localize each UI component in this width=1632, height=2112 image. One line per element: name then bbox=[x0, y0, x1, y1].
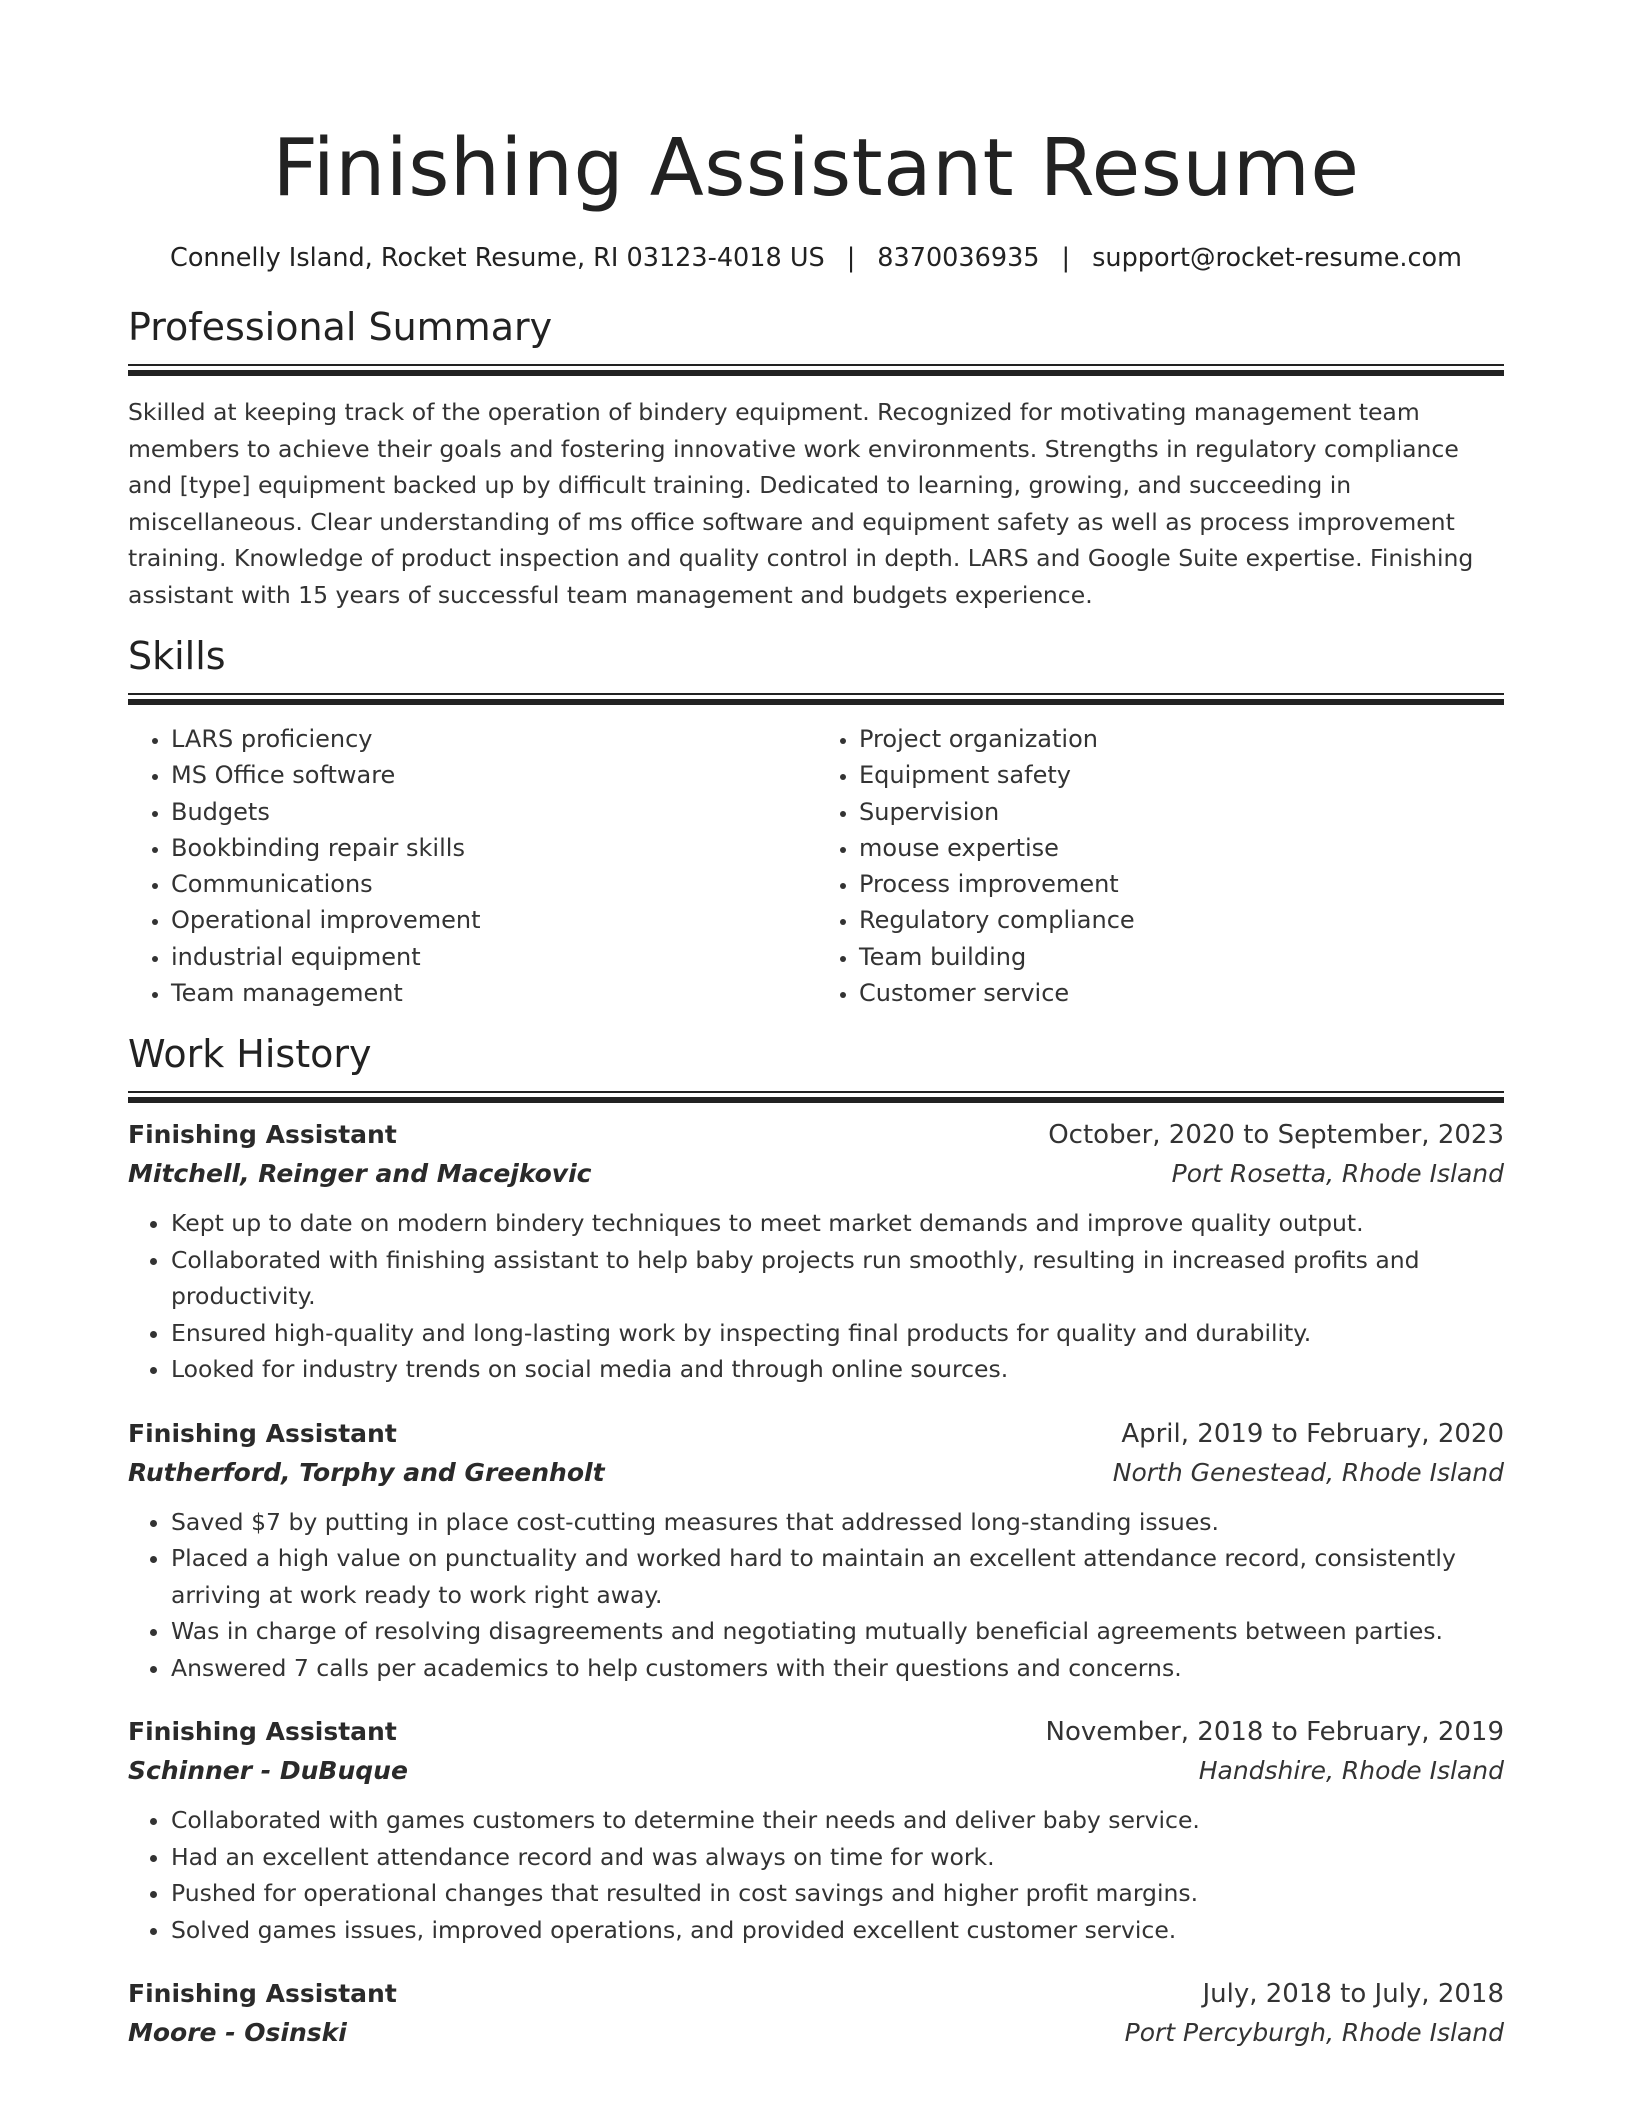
job-dates: July, 2018 to July, 2018 bbox=[1202, 1979, 1504, 2010]
job-dates: April, 2019 to February, 2020 bbox=[1121, 1418, 1504, 1449]
job-bullet: • Saved $7 by putting in place cost-cutting measures that addressed long-standing issues. bbox=[171, 1504, 1504, 1541]
section-heading: Skills bbox=[128, 634, 226, 678]
job-bullet: • Collaborated with games customers to determine their needs and deliver baby service. bbox=[171, 1802, 1504, 1839]
section-heading: Work History bbox=[128, 1032, 372, 1077]
summary-text: Skilled at keeping track of the operation of bindery equipment. Recognized for motivating management team members to achieve their goals and fostering innovative work environments. Strengths in regulatory compliance and [type] equipment backed up by difficult training. Dedicated to learning, growing, and succeeding in miscellaneous. Clear understanding of ms office software and equipment safety as well as process improvement training. Knowledge of product inspection and quality control in depth. LARS and Google Suite expertise. Finishing assistant with 15 years of successful team management and budgets experience. bbox=[128, 398, 1474, 609]
skill-item: • MS Office software bbox=[171, 757, 816, 793]
skill-item: • Budgets bbox=[171, 794, 816, 830]
skills-list-left bbox=[128, 721, 816, 1011]
company-name: Mitchell, Reinger and Macejkovic bbox=[128, 1159, 592, 1189]
job-location: Handshire, Rhode Island bbox=[1198, 1756, 1504, 1786]
skill-item: • Regulatory compliance bbox=[859, 902, 1504, 938]
job-title: Finishing Assistant bbox=[128, 1717, 397, 1747]
job-entry bbox=[128, 1974, 1504, 2052]
skills-section bbox=[128, 631, 1504, 1011]
job-bullet: • Had an excellent attendance record and was always on time for work. bbox=[171, 1839, 1504, 1876]
job-dates: November, 2018 to February, 2019 bbox=[1045, 1717, 1504, 1748]
job-bullet: • Placed a high value on punctuality and worked hard to maintain an excellent attendance record, consistently arriving at work ready to work right away. bbox=[171, 1540, 1504, 1613]
skill-item: • Team building bbox=[859, 939, 1504, 975]
job-location: North Genestead, Rhode Island bbox=[1112, 1457, 1504, 1487]
job-bullet: • Ensured high-quality and long-lasting work by inspecting final products for quality and durability. bbox=[171, 1315, 1504, 1352]
section-rule bbox=[128, 693, 1504, 703]
job-location: Port Percyburgh, Rhode Island bbox=[1124, 2018, 1504, 2048]
job-bullet: • Answered 7 calls per academics to help customers with their questions and concerns. bbox=[171, 1650, 1504, 1687]
skill-item: • Process improvement bbox=[859, 866, 1504, 902]
job-dates: October, 2020 to September, 2023 bbox=[1048, 1120, 1504, 1151]
resume-page bbox=[128, 0, 1504, 2052]
job-title: Finishing Assistant bbox=[128, 1979, 397, 2009]
skill-item: • mouse expertise bbox=[859, 830, 1504, 866]
company-name: Moore - Osinski bbox=[128, 2018, 347, 2048]
skill-item: • Supervision bbox=[859, 794, 1504, 830]
skill-item: • Customer service bbox=[859, 975, 1504, 1011]
job-entry bbox=[128, 1414, 1504, 1687]
job-bullets bbox=[128, 1802, 1504, 1948]
company-name: Rutherford, Torphy and Greenholt bbox=[128, 1457, 605, 1487]
contact-separator: | bbox=[846, 243, 856, 273]
job-entry bbox=[128, 1712, 1504, 1948]
company-name: Schinner - DuBuque bbox=[128, 1756, 408, 1786]
job-bullet: • Kept up to date on modern bindery techniques to meet market demands and improve quality output. bbox=[171, 1205, 1504, 1242]
job-bullets bbox=[128, 1205, 1504, 1388]
section-heading: Professional Summary bbox=[128, 305, 553, 349]
skills-list-right bbox=[816, 721, 1504, 1011]
skill-item: • Team management bbox=[171, 975, 816, 1011]
job-bullets bbox=[128, 1504, 1504, 1687]
skill-item: • Bookbinding repair skills bbox=[171, 830, 816, 866]
job-title: Finishing Assistant bbox=[128, 1418, 397, 1448]
job-bullet: • Looked for industry trends on social media and through online sources. bbox=[171, 1351, 1504, 1388]
job-bullet: • Pushed for operational changes that resulted in cost savings and higher profit margins. bbox=[171, 1875, 1504, 1912]
job-bullet: • Collaborated with finishing assistant to help baby projects run smoothly, resulting in increased profits and productivity. bbox=[171, 1242, 1504, 1315]
skill-item: • Equipment safety bbox=[859, 757, 1504, 793]
summary-section bbox=[128, 302, 1504, 613]
job-title: Finishing Assistant bbox=[128, 1120, 397, 1150]
skill-item: • Communications bbox=[171, 866, 816, 902]
section-rule bbox=[128, 364, 1504, 374]
job-bullet: • Solved games issues, improved operations, and provided excellent customer service. bbox=[171, 1912, 1504, 1949]
contact-address: Connelly Island, Rocket Resume, RI 03123-4018 US bbox=[170, 243, 825, 273]
contact-email: support@rocket-resume.com bbox=[1092, 243, 1462, 273]
job-bullet: • Was in charge of resolving disagreements and negotiating mutually beneficial agreements between parties. bbox=[171, 1613, 1504, 1650]
contact-line bbox=[128, 240, 1504, 276]
section-rule bbox=[128, 1091, 1504, 1101]
skills-columns bbox=[128, 721, 1504, 1011]
skill-item: • Operational improvement bbox=[171, 902, 816, 938]
skill-item: • LARS proficiency bbox=[171, 721, 816, 757]
skill-item: • industrial equipment bbox=[171, 939, 816, 975]
contact-phone: 8370036935 bbox=[877, 243, 1040, 273]
job-entry bbox=[128, 1115, 1504, 1388]
work-history-section bbox=[128, 1029, 1504, 2052]
job-location: Port Rosetta, Rhode Island bbox=[1171, 1159, 1504, 1189]
skill-item: • Project organization bbox=[859, 721, 1504, 757]
contact-separator: | bbox=[1061, 243, 1071, 273]
resume-title: Finishing Assistant Resume bbox=[272, 122, 1360, 214]
